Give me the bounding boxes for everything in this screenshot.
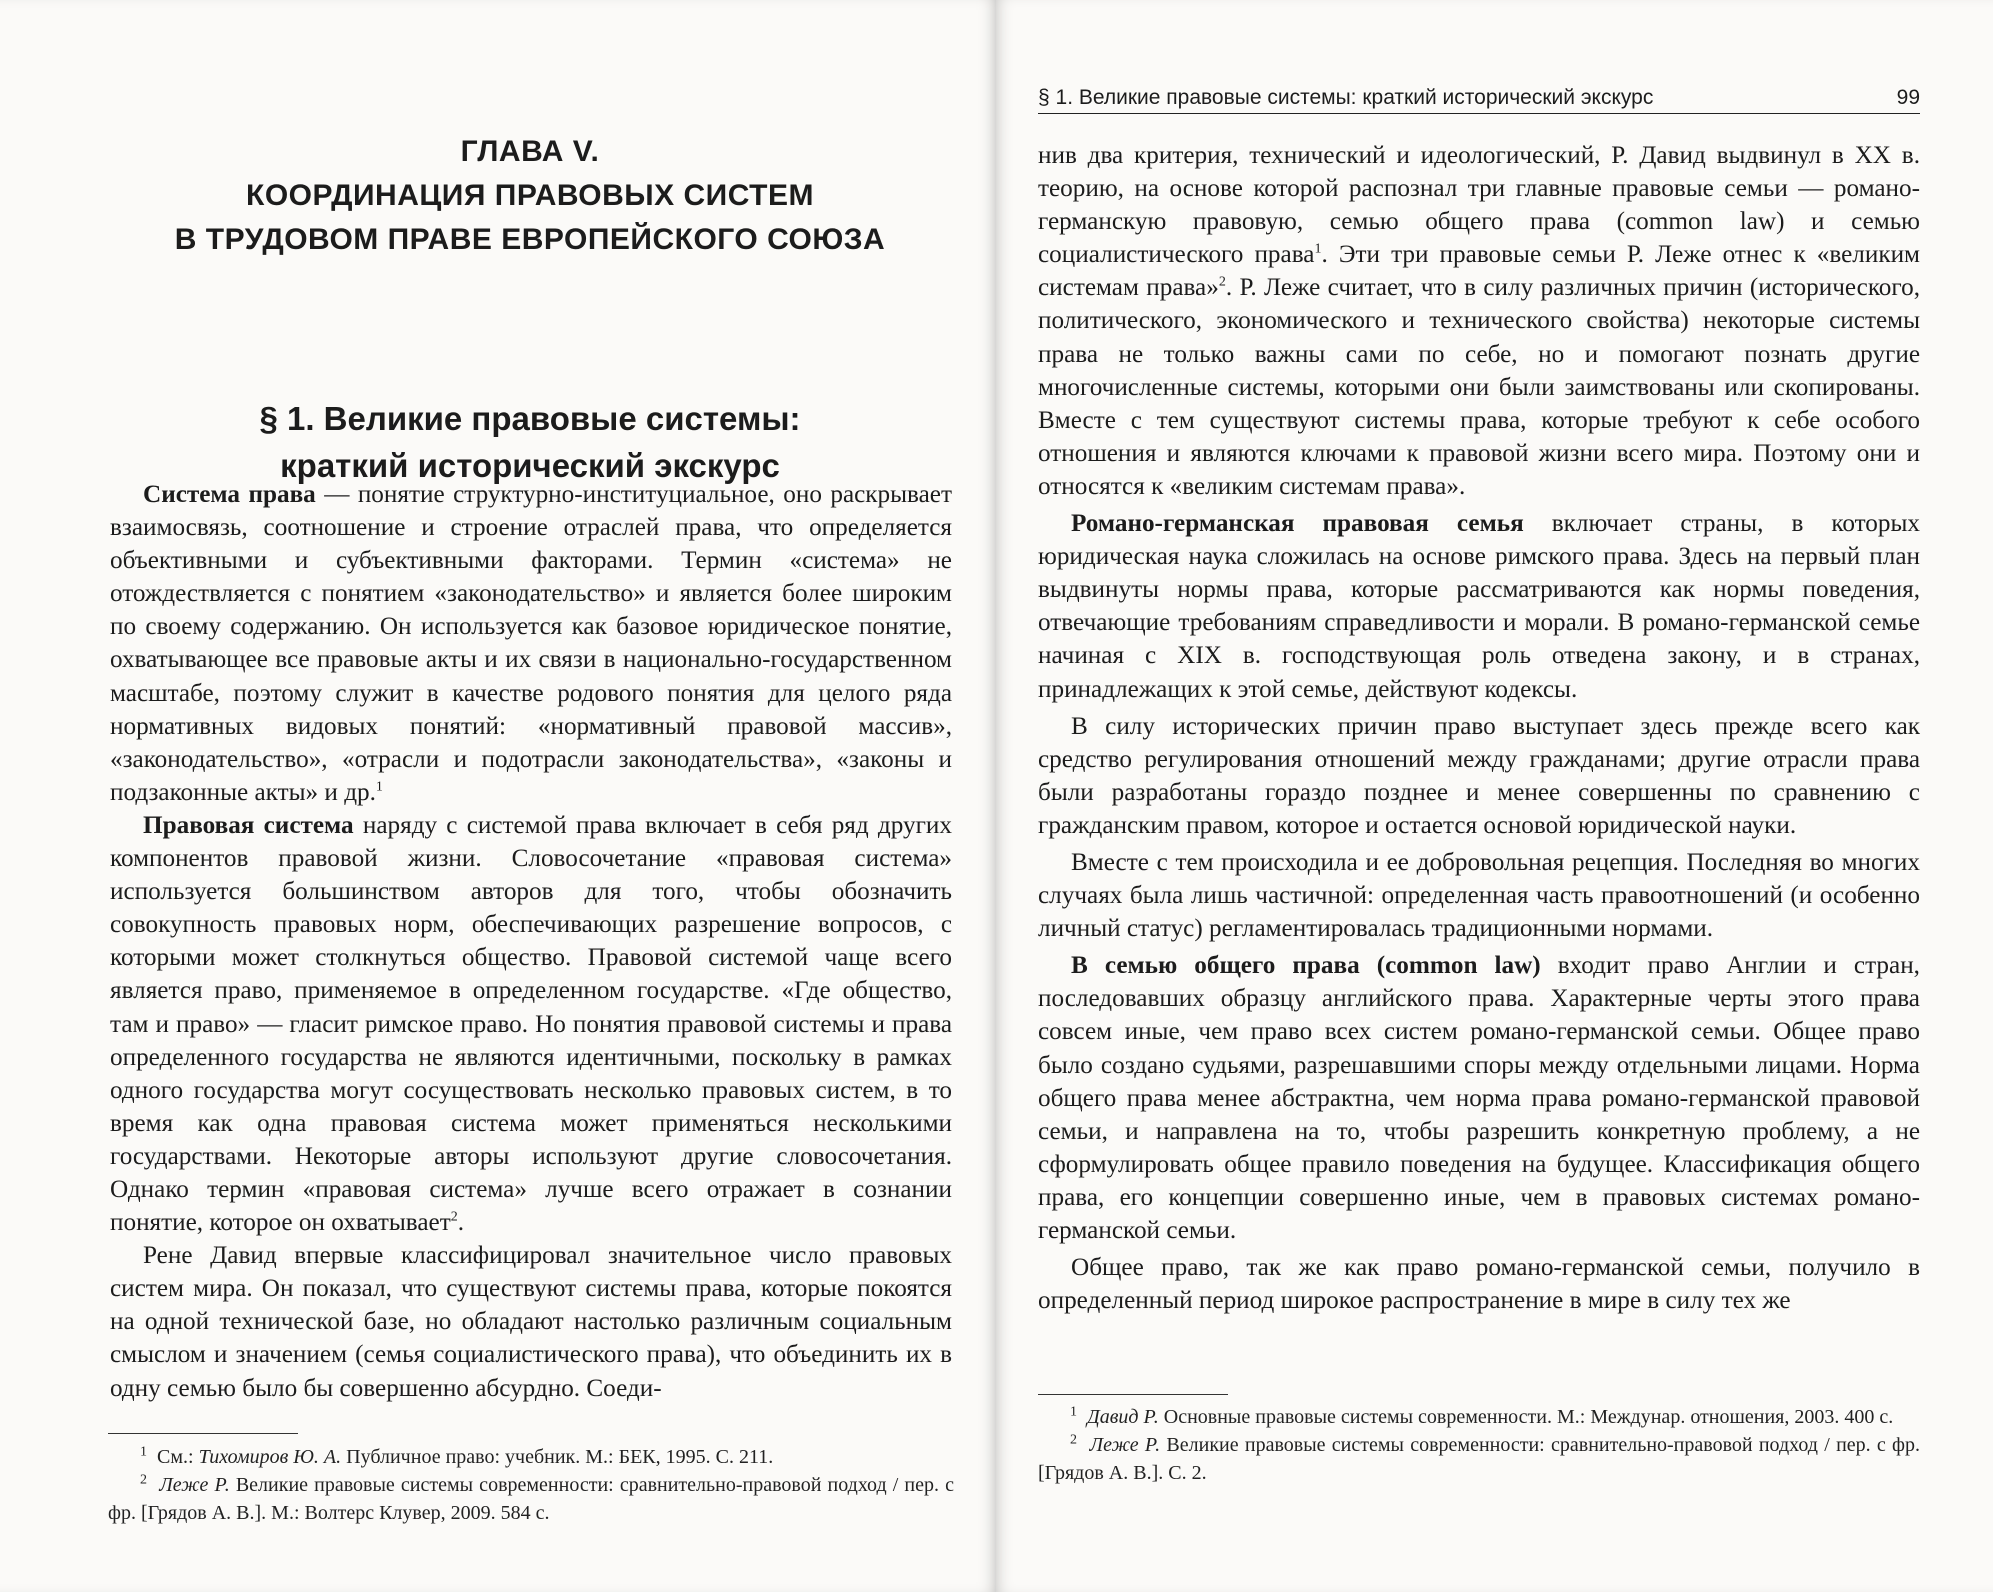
left-footnotes bbox=[108, 1443, 954, 1527]
paragraph-text: В силу исторических причин право выступает здесь прежде всего как средство регулирования отношений между гражданами; другие отрасли права были разработаны гораздо позднее и менее совершенны по сравнению с гражданским правом, которое и остается основой юридической науки. bbox=[1038, 712, 1920, 839]
paragraph-text: включает страны, в которых юридическая наука сложилась на основе римского права. Здесь на первый план выдвинуты нормы права, которые рассматриваются как нормы поведения, отвечающие требованиям справедливости и морали. В романо-германской семье начиная с XIX в. господствующая роль отведена закону, и в странах, принадлежащих к этой семье, действуют кодексы. bbox=[1038, 510, 1920, 703]
term: В семью общего права (common law) bbox=[1071, 952, 1541, 980]
footnote-separator bbox=[1038, 1394, 1228, 1395]
footnote-ref: 1 bbox=[375, 779, 383, 795]
page-number: 99 bbox=[1896, 86, 1920, 109]
left-page bbox=[0, 0, 996, 1592]
paragraph bbox=[1038, 507, 1920, 706]
paragraph-text: нив два критерия, технический и идеологический, Р. Давид выдвинул в XX в. теорию, на основе которой распознал три главные правовые семьи — романо-германскую правовую, семью общего права (common law) и семью социалистического права bbox=[1038, 142, 1920, 269]
chapter-title bbox=[90, 130, 970, 262]
right-footnotes bbox=[1038, 1403, 1920, 1487]
footnote-number: 1 bbox=[140, 1444, 147, 1460]
term: Правовая система bbox=[143, 811, 354, 839]
paragraph-text: Рене Давид впервые классифицировал значительное число правовых систем мира. Он показал, что существуют системы права, которые покоятся на одной технической базе, но обладают настолько различным социальным смыслом и значением (семья социалистического права), что объединить их в одну семью было бы совершенно абсурдно. Соеди- bbox=[110, 1242, 952, 1402]
chapter-title-line-1: КООРДИНАЦИЯ ПРАВОВЫХ СИСТЕМ bbox=[246, 179, 814, 212]
footnote-text: Великие правовые системы современности: сравнительно-правовой подход / пер. с фр. [Грядов А. В.]. С. 2. bbox=[1038, 1434, 1921, 1484]
section-title-line-1: § 1. Великие правовые системы: bbox=[259, 400, 801, 437]
footnote-ref: 2 bbox=[1218, 274, 1226, 290]
paragraph bbox=[1038, 949, 1920, 1247]
footnote-author: Давид Р. bbox=[1087, 1406, 1159, 1428]
footnote-text: Публичное право: учебник. М.: БЕК, 1995. С. 211. bbox=[341, 1446, 774, 1468]
running-header-title: § 1. Великие правовые системы: краткий исторический экскурс bbox=[1038, 86, 1654, 109]
footnote-prefix: См.: bbox=[157, 1446, 199, 1468]
paragraph bbox=[110, 1239, 952, 1404]
term: Романо-германская правовая семья bbox=[1071, 510, 1524, 538]
footnote-number: 1 bbox=[1070, 1404, 1077, 1420]
footnote-text: Великие правовые системы современности: сравнительно-правовой подход / пер. с фр. [Грядов А. В.]. М.: Волтерс Клувер, 2009. 584 с. bbox=[108, 1474, 955, 1524]
paragraph bbox=[110, 809, 952, 1239]
footnote-ref: 2 bbox=[450, 1209, 458, 1225]
footnote bbox=[1038, 1403, 1920, 1431]
paragraph bbox=[110, 478, 952, 809]
section-title bbox=[90, 395, 970, 489]
running-header bbox=[1038, 84, 1920, 114]
footnote-author: Тихомиров Ю. А. bbox=[198, 1446, 342, 1468]
footnote-text: Основные правовые системы современности. М.: Междунар. отношения, 2003. 400 с. bbox=[1158, 1406, 1894, 1428]
footnote-number: 2 bbox=[140, 1472, 147, 1488]
paragraph-text: . Эти три правовые семьи Р. Леже отнес к «великим системам права» bbox=[1038, 241, 1921, 302]
footnote bbox=[108, 1471, 954, 1527]
paragraph-text: входит право Англии и стран, последовавших образцу английского права. Характерные черты этого права совсем иные, чем право всех систем романо-германской семьи. Общее право было создано судьями, разрешавшими споры между отдельными лицами. Норма общего права менее абстрактна, чем норма права романо-германской правовой семьи, и направлена на то, чтобы разрешить конкретную проблему, а не сформулировать общее правило поведения на будущее. Классификация общего права, его концепции совершенно иные, чем в правовых системах романо-германской семьи. bbox=[1038, 952, 1920, 1244]
footnote-separator bbox=[108, 1433, 298, 1434]
section-title-line-2: краткий исторический экскурс bbox=[280, 447, 780, 484]
paragraph-text: Вместе с тем происходила и ее добровольная рецепция. Последняя во многих случаях была лишь частичной: определенная часть правоотношений (и особенно личный статус) регламентировалась традиционными нормами. bbox=[1038, 848, 1920, 943]
paragraph bbox=[1038, 1251, 1920, 1317]
footnote-author: Леже Р. bbox=[1089, 1434, 1161, 1456]
footnote-number: 2 bbox=[1070, 1432, 1077, 1448]
footnote-ref: 1 bbox=[1314, 241, 1322, 257]
chapter-number: ГЛАВА V. bbox=[460, 135, 600, 168]
term: Система права bbox=[143, 481, 316, 508]
paragraph-text: — понятие структурно-институциальное, оно раскрывает взаимосвязь, соотношение и строение отраслей права, что определяется объективными и субъективными факторами. Термин «система» не отождествляется с понятием «законодательство» и является более широким по своему содержанию. Он используется как базовое юридическое понятие, охватывающее все правовые акты и их связи в национально-государственном масштабе, поэтому служит в качестве родового понятия для целого ряда нормативных видовых понятий: «нормативный правовой массив», «законодательство», «отрасли и подотрасли законодательства», «законы и подзаконные акты» и др. bbox=[110, 481, 952, 806]
chapter-title-line-2: В ТРУДОВОМ ПРАВЕ ЕВРОПЕЙСКОГО СОЮЗА bbox=[174, 223, 886, 256]
paragraph bbox=[1038, 139, 1920, 503]
right-body-text bbox=[1038, 139, 1920, 1317]
footnote bbox=[1038, 1431, 1920, 1487]
footnote-author: Леже Р. bbox=[159, 1474, 230, 1496]
footnote bbox=[108, 1443, 954, 1471]
paragraph-text: наряду с системой права включает в себя ряд других компонентов правовой жизни. Словосочетание «правовая система» используется большинством авторов для того, чтобы обозначить совокупность правовых норм, обеспечивающих разрешение вопросов, с которыми может столкнуться общество. Правовой системой чаще всего является право, применяемое в определенном государстве. «Где общество, там и право» — гласит римское право. Но понятия правовой системы и права определенного государства не являются идентичными, поскольку в рамках одного государства могут сосуществовать несколько правовых систем, в то время как одна правовая система может применяться несколькими государствами. Некоторые авторы используют другие словосочетания. Однако термин «правовая система» лучше всего отражает в сознании понятие, которое он охватывает bbox=[110, 811, 952, 1237]
paragraph bbox=[1038, 710, 1920, 842]
left-body-text bbox=[110, 478, 952, 1405]
paragraph-text: Общее право, так же как право романо-германской семьи, получило в определенный период широкое распространение в мире в силу тех же bbox=[1038, 1254, 1920, 1315]
right-page bbox=[996, 0, 1993, 1592]
paragraph-text: . Р. Леже считает, что в силу различных причин (исторического, политического, экономического и технического свойства) некоторые системы права не только важны сами по себе, но и помогают познать другие многочисленные системы, которыми они были заимствованы или скопированы. Вместе с тем существуют системы права, которые требуют к себе особого отношения и являются ключами к правовой жизни всего мира. Поэтому они и относятся к «великим системам права». bbox=[1038, 274, 1920, 500]
paragraph-tail: . bbox=[457, 1209, 465, 1237]
paragraph bbox=[1038, 846, 1920, 945]
